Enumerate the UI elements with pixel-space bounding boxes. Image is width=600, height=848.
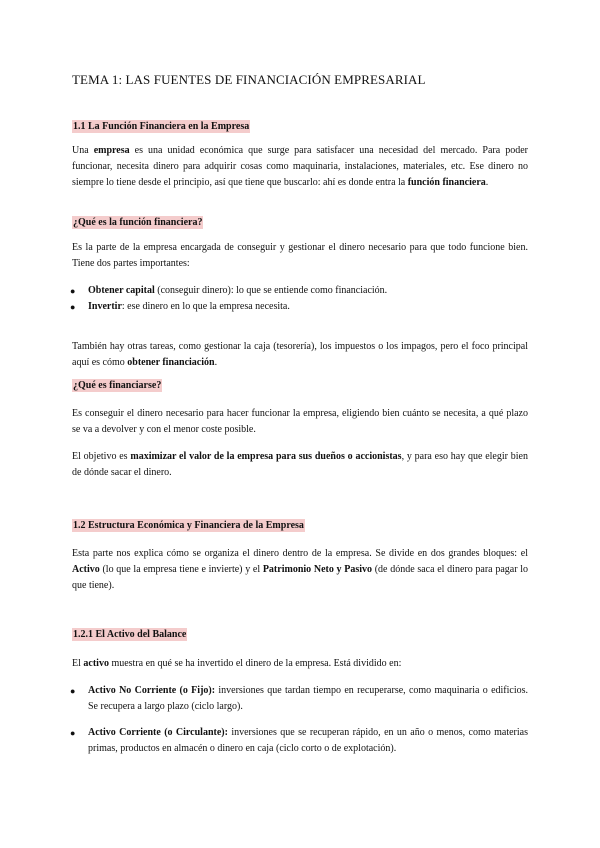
- paragraph-empresa: Una empresa es una unidad económica que surge para satisfacer una necesidad del mercado. Para poder funcionar, necesita dinero para adquirir cosas como maquinaria, instalaciones, materiales, etc. Ese dinero no siempre lo tiene desde el principio, así que tiene que buscarlo: ahí es donde entra la función financiera.: [72, 145, 528, 189]
- paragraph-financiarse: Es conseguir el dinero necesario para hacer funcionar la empresa, eligiendo bien cuánto se necesita, a qué plazo se va a devolver y con el menor coste posible.: [72, 408, 528, 436]
- bullet-icon: ●: [70, 728, 76, 738]
- question-heading-funcion: ¿Qué es la función financiera?: [73, 217, 203, 228]
- bullet-icon: ●: [70, 302, 76, 312]
- question-heading-financiarse: ¿Qué es financiarse?: [73, 380, 162, 391]
- bullet-icon: ●: [70, 686, 76, 696]
- document-title: TEMA 1: LAS FUENTES DE FINANCIACIÓN EMPRESARIAL: [72, 72, 426, 87]
- paragraph-objetivo: El objetivo es maximizar el valor de la empresa para sus dueños o accionistas, y para eso hay que elegir bien de dónde sacar el dinero.: [72, 451, 528, 479]
- list-item: ● Invertir: ese dinero en lo que la empresa necesita.: [88, 299, 528, 315]
- paragraph-estructura: Esta parte nos explica cómo se organiza el dinero dentro de la empresa. Se divide en dos grandes bloques: el Activo (lo que la empresa tiene e invierte) y el Patrimonio Neto y Pasivo (de dónde saca el dinero para pagar lo que tiene).: [72, 548, 529, 592]
- section-heading-1-2: 1.2 Estructura Económica y Financiera de la Empresa: [73, 520, 304, 531]
- paragraph-activo: El activo muestra en qué se ha invertido el dinero de la empresa. Está dividido en:: [72, 658, 402, 669]
- list-item: ● Activo Corriente (o Circulante): inversiones que se recuperan rápido, en un año o menos, como materias primas, productos en almacén o dinero en caja (ciclo corto o de explotación).: [70, 727, 528, 755]
- bullet-icon: ●: [70, 286, 76, 296]
- paragraph-funcion-financiera: Es la parte de la empresa encargada de conseguir y gestionar el dinero necesario para que todo funcione bien. Tiene dos partes importantes:: [72, 242, 528, 270]
- list-item: ● Obtener capital (conseguir dinero): lo que se entiende como financiación.: [88, 283, 528, 299]
- section-heading-1-1: 1.1 La Función Financiera en la Empresa: [73, 121, 250, 132]
- paragraph-otras-tareas: También hay otras tareas, como gestionar la caja (tesorería), los impuestos o los impagos, pero el foco principal aquí es cómo obtener financiación.: [72, 341, 528, 369]
- list-item: ● Activo No Corriente (o Fijo): inversiones que tardan tiempo en recuperarse, como maquinaria o edificios. Se recupera a largo plazo (ciclo largo).: [70, 685, 528, 713]
- section-heading-1-2-1: 1.2.1 El Activo del Balance: [73, 629, 187, 640]
